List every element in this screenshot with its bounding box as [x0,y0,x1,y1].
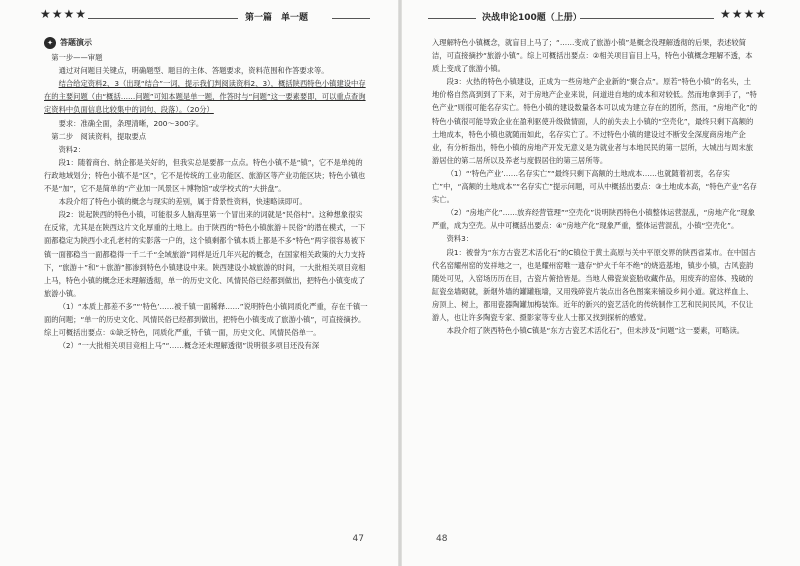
material2-para2: 段2：说起陕西的特色小镇，可能很多人脑海里第一个冒出来的词就是“民俗村”。这种想象很实在反常，尤其是在陕西这片文化厚重的土地上。由于陕西的“特色小镇旅游＋民俗”的潜在模式，一下面都稳定为陕西小北孔老村的实影落一户的，这个镇剩都个镇本质上都是不多“特色”两字很容易被下镇一面都稳当一面都稳得一千二千“全域旅游”同样是近几年兴起的概念，在国家相关政策的大力支持下，“旅游＋”和“＋旅游”都渗到特色小镇建设中来。陕西建设小城旅游的时间，一大批相关项目竞相上马，特色小镇的概念还未理解透彻，单一的历史文化、风情民俗已经都到做出，把特色小镇变成了旅游小镇。 [44,210,366,298]
analysis-item-2: （2）“一大批相关项目竞相上马”“……概念还未理解透彻”说明很多项目还没有深 [58,341,320,351]
material2-para1: 段1：随着商台、纳企都是关好的，但我实总是要都一点点。特色小镇不是“镇”，它不是单纯的行政地域划分；特色小镇不是“区”，它不是传统的工业功能区、旅游区等产业功能区块；特色小镇也不是“加”，它不是简单的“产业加一风景区＋博物馆”或学校式的“大拼盘”。 [44,157,366,194]
material3-label: 资料3： [446,234,474,244]
right-header-stars: ★★★★ [720,7,768,21]
answer-demo-heading [44,36,368,49]
right-page-number: 48 [436,534,448,544]
answer-demo-label: 答题演示 [60,38,92,47]
right-continued-para: 入理解特色小镇概念，就盲目上马了；“……变成了旅游小镇”是概念没理解透彻的后果，表述较简洁，可直接摘抄“旅游小镇”。综上可概括出要点：②相关项目盲目上马，特色小镇概念理解不透，本质上变成了旅游小镇。 [432,38,753,74]
left-header-title: 第一篇 单一题 [245,13,309,23]
left-header-stars: ★★★★ [40,7,88,21]
left-content [44,36,368,352]
material3-para1: 段1：被誉为“东方古瓷艺术活化石”的C镇位于黄土高原与关中平原交界的陕西省某市。在中国古代名窑耀州窑的发祥地之一，也是耀州窑唯一遗存“炉火千年不绝”的烧造基地，镇步小镇，古风瓷韵随处可见，入窑场历历在目，古瓷片俯拾皆是。当地人佛瓷炭瓷胎收藏作品，用废弃的窑体、残破的缸瓷垒墙砌就，新烟外墙的罐罐瓶墙，又用残碎瓷片装点出各色图案来铺设乡间小道。就这样血上、房顶上、树上，都用瓷器陶罐加梅装饰。近年的新兴的瓷艺活化的传统制作工艺和民间民风，不仅让游人，也让许多陶瓷专家、摄影家等专业人士都又找到探析的感觉。 [432,247,756,322]
step1-para-3: 要求：准确全面，条理清晰，200～300字。 [58,118,204,128]
material2-para3: 段3：火热的特色小镇建设，正成为一些房地产企业新的“聚合点”。原若“特色小镇”的名头，土地价格自然高到到了下来，对于房地产企业来说，问道进自地的成本和对较低。然而地拿到手了，“特色产业”则很可能名存实亡。特色小镇的建设数量各本可以成为建立存在的团所，然而，“房地产化”的特色小镇很可能导致企业在盈利驱使升级做情面，人的前失去上小镇的“空壳化”，最终只剩下高额的土地成本，特色小镇也就随而如此，名存实亡了。不过特色小镇的建设过不断安全深度商房地产企业，有分析指出，特色小镇的房地产开发无意义是为就业者与本地民民的第一层所，大城出与周末旅游居住的第二居所以及养老与度假居住的第三居所等。 [432,77,758,165]
right-content [432,36,758,337]
analysis-item-3: （1）“‘特色产业’……名存实亡”“最终只剩下高额的土地成本……也就随着初衷，名存实亡”中，“高额的土地成本”“名存实亡”提示问题，可从中概括出要点：③土地成本高，“特色产业”名存实亡。 [432,168,757,205]
right-page [400,0,800,566]
right-header [428,7,768,26]
right-header-title: 决战申论100题（上册） [482,13,582,23]
material2-label: 资料2： [58,144,86,154]
material2-para1-summary: 本段介绍了特色小镇的概念与现实的差别，属于背景性资料，快速略读即可。 [58,197,307,207]
analysis-item-1: （1）“本质上都差不多”“‘特色’……被千镇一面稀释……”说明特色小镇同质化严重，存在千镇一面的问题；“单一的历史文化、风情民俗已经都到做出，把特色小镇变成了旅游小镇”，可直接摘抄。综上可概括出要点：①缺乏特色，同质化严重，千镇一面，历史文化、风情民俗单一。 [44,301,368,338]
step1-para-2: 结合给定资料2、3（出现“结合”一词，提示我们判阅读资料2、3），概括陕西特色小镇建设中存在的主要问题（由“概括……问题”可知本题是单一题，作答时与“问题”这一要素要即，可以重点查询定资料中负面信息比较集中的词句、段落）。（20分） [44,79,366,115]
left-page-number: 47 [352,534,364,544]
left-header [40,7,370,26]
step1-title: 第一步——审题 [51,53,103,63]
material3-para1-summary: 本段介绍了陕西特色小镇C镇是“东方古瓷艺术活化石”，但未涉及“问题”这一要素，可略读。 [446,326,745,336]
step1-para-1: 通过对问题目关键点，明确题型、题目的主体、答题要求，资料范围和作答要求等。 [58,66,329,76]
lightbulb-icon: ✦ [44,37,56,49]
analysis-item-4: （2）“房地产化”……放弃经营管理”“空壳化”说明陕西特色小镇整体运营混乱，“房地产化”现象严重，成为空壳。从中可概括出要点：④“房地产化”现象严重，整体运营混乱，小镇“空壳化”。 [432,208,755,231]
step2-title: 第二步 阅读资料，提取要点 [51,131,147,141]
